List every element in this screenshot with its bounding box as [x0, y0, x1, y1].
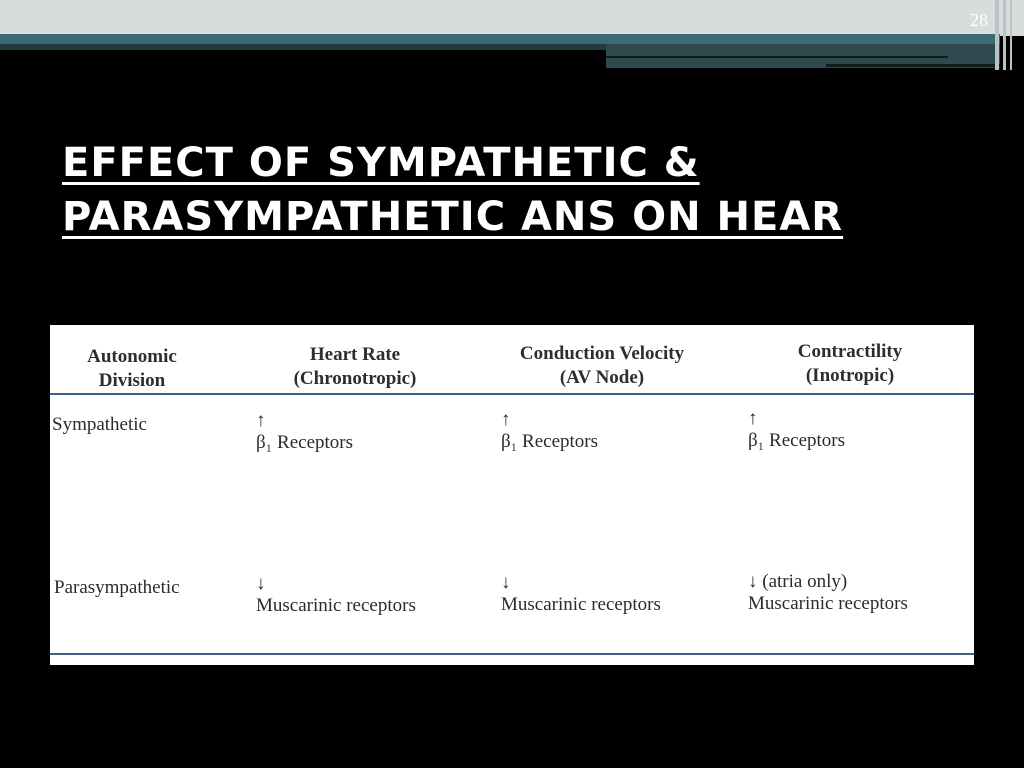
receptor-text: β₁ Receptors [501, 431, 599, 452]
header-text: (Inotropic) [805, 365, 895, 386]
header-text: Contractility [797, 341, 903, 362]
down-arrow-icon: ↓ [501, 572, 511, 593]
header-text: Heart Rate [309, 344, 401, 365]
slide-title [62, 136, 982, 244]
row-label-sympathetic: Sympathetic [52, 414, 147, 435]
header-band [0, 0, 1024, 36]
receptor-text: β₁ Receptors [748, 430, 846, 451]
table-bottom-rule [50, 653, 974, 655]
header-right-line-lower [826, 64, 1000, 67]
header-vertical-stripe [1010, 0, 1012, 70]
header-text: Autonomic [87, 346, 177, 367]
header-vertical-stripe [1003, 0, 1006, 70]
parasympathetic-conduction [501, 573, 661, 617]
header-divider [50, 393, 974, 395]
header-text: (Chronotropic) [293, 368, 417, 389]
parasympathetic-heart-rate [256, 574, 416, 618]
header-text: Conduction Velocity [519, 343, 685, 364]
sympathetic-heart-rate [256, 411, 353, 455]
row-label-parasympathetic: Parasympathetic [54, 577, 180, 598]
receptor-text: Muscarinic receptors [501, 594, 661, 615]
header-conduction-velocity [496, 342, 708, 390]
receptor-text: Muscarinic receptors [748, 593, 908, 614]
header-vertical-stripe [995, 0, 999, 70]
header-accent-shadow [0, 44, 610, 50]
receptor-text: β₁ Receptors [256, 432, 354, 453]
header-contractility [770, 340, 930, 388]
header-heart-rate [272, 343, 438, 391]
sympathetic-conduction [501, 410, 598, 454]
up-arrow-icon: ↑ [748, 408, 758, 429]
header-autonomic-division [64, 345, 200, 393]
title-line-2: PARASYMPATHETIC ANS ON HEAR [62, 194, 844, 240]
receptor-text: Muscarinic receptors [256, 595, 416, 616]
title-line-1: EFFECT OF SYMPATHETIC & [62, 140, 700, 186]
page-number: 28 [970, 10, 988, 30]
header-right-line [606, 56, 948, 58]
header-text: (AV Node) [559, 367, 645, 388]
down-arrow-icon: ↓ [256, 573, 266, 594]
up-arrow-icon: ↑ [501, 409, 511, 430]
autonomic-effects-table [50, 325, 974, 665]
sympathetic-contractility [748, 409, 845, 453]
down-arrow-icon: ↓ (atria only) [748, 571, 848, 592]
parasympathetic-contractility [748, 572, 908, 616]
up-arrow-icon: ↑ [256, 410, 266, 431]
header-text: Division [98, 370, 166, 391]
